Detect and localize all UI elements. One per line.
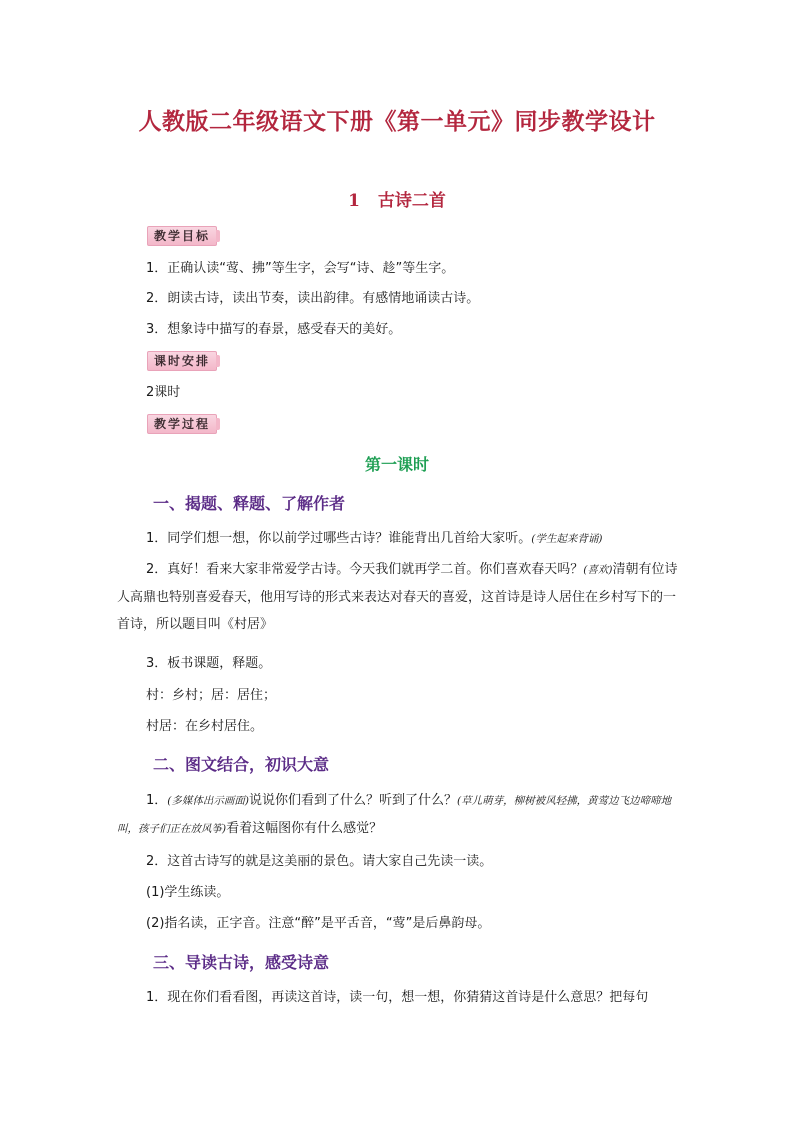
paragraph xyxy=(146,531,602,547)
paragraph-text: 1．同学们想一想，你以前学过哪些古诗？谁能背出几首给大家听。 xyxy=(146,531,532,546)
paragraph-text: 说说你们看到了什么？听到了什么？ xyxy=(248,793,457,808)
paragraph: 村：乡村；居：居住； xyxy=(146,688,277,703)
paragraph xyxy=(117,787,682,843)
goal-item: 3．想象诗中描写的春景，感受春天的美好。 xyxy=(146,322,402,337)
tag-class-schedule: 课时安排 xyxy=(147,351,217,371)
paragraph-note: (多媒体出示画面) xyxy=(167,795,249,807)
paragraph-note: (喜欢) xyxy=(583,564,613,576)
lesson-heading xyxy=(0,186,794,211)
paragraph-text: 看着这幅图你有什么感觉？ xyxy=(226,821,383,836)
paragraph: (2)指名读，正字音。注意“醉”是平舌音，“莺”是后鼻韵母。 xyxy=(146,916,491,931)
paragraph-text: 清朝有位诗人高鼎也特别喜爱春天，他用写诗的形式来表达对春天的喜爱，这首诗是诗人居住在乡村写下的一首诗，所以题目叫《村居》 xyxy=(117,562,678,632)
paragraph-text: 2．真好！看来大家非常爱学古诗。今天我们就再学二首。你们喜欢春天吗？ xyxy=(146,562,584,577)
paragraph: 2．这首古诗写的就是这美丽的景色。请大家自己先读一读。 xyxy=(146,854,493,869)
lesson-name: 古诗二首 xyxy=(377,191,446,211)
schedule-text: 2课时 xyxy=(146,385,181,400)
paragraph-text: 1． xyxy=(146,793,168,808)
paragraph xyxy=(117,556,682,638)
tag-teaching-goals: 教学目标 xyxy=(147,226,217,246)
goal-item: 1．正确认读“莺、拂”等生字，会写“诗、趁”等生字。 xyxy=(146,261,455,276)
paragraph: (1)学生练读。 xyxy=(146,885,230,900)
session-title: 第一课时 xyxy=(364,455,429,474)
paragraph-note: (学生起来背诵) xyxy=(531,533,603,545)
paragraph: 1．现在你们看看图，再读这首诗，读一句，想一想，你猜猜这首诗是什么意思？把每句 xyxy=(146,990,649,1005)
goal-item: 2．朗读古诗，读出节奏，读出韵律。有感情地诵读古诗。 xyxy=(146,291,480,306)
section-heading: 三、导读古诗，感受诗意 xyxy=(153,953,330,972)
paragraph-note: (草儿萌芽，柳树被风轻拂，黄莺边飞边啼啼地叫，孩子们正在放风筝) xyxy=(117,795,672,835)
section-heading: 二、图文结合，初识大意 xyxy=(153,755,330,774)
paragraph: 村居：在乡村居住。 xyxy=(146,719,264,734)
lesson-number: 1 xyxy=(348,191,360,211)
paragraph: 3．板书课题，释题。 xyxy=(146,656,272,671)
document-title: 人教版二年级语文下册《第一单元》同步教学设计 xyxy=(138,108,656,135)
tag-teaching-process: 教学过程 xyxy=(147,414,217,434)
section-heading: 一、揭题、释题、了解作者 xyxy=(153,494,346,513)
